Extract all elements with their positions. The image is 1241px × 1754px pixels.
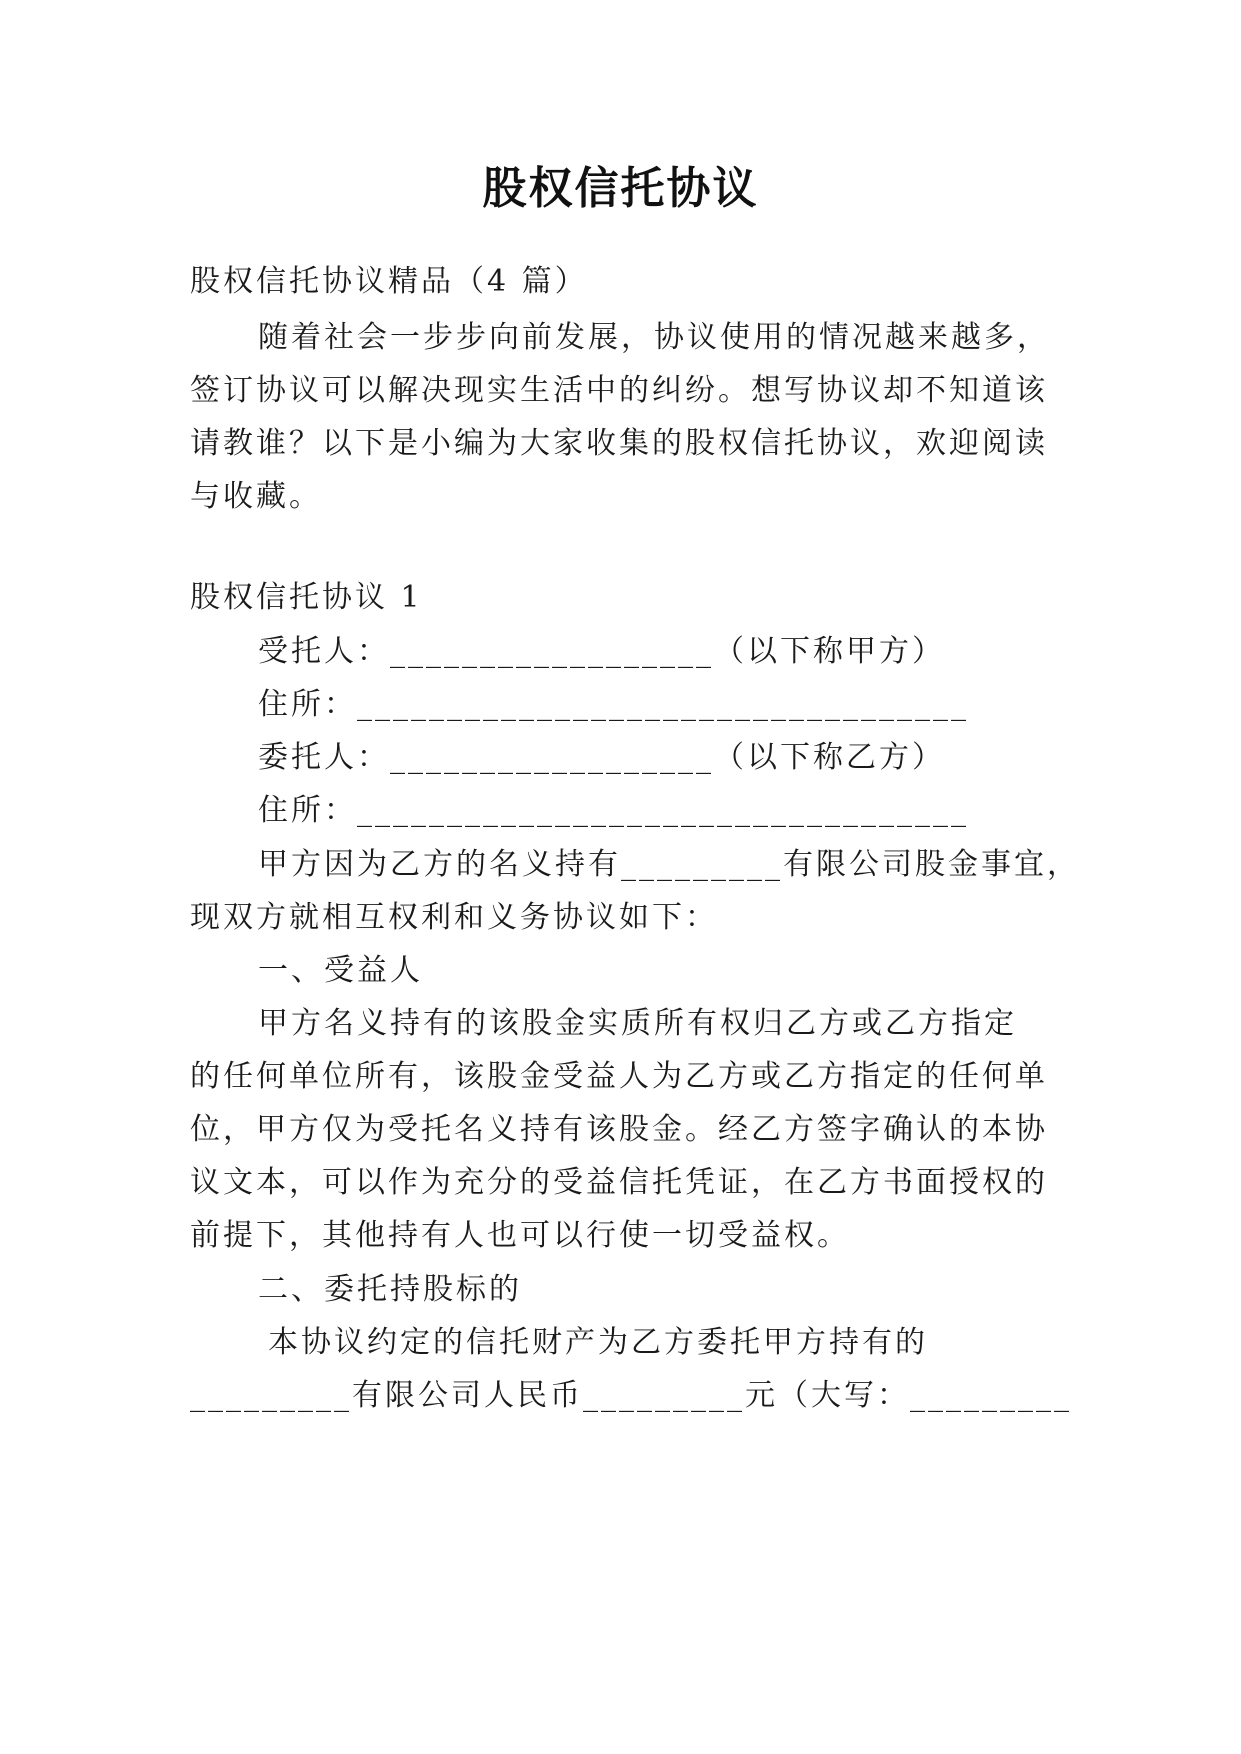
preamble-line: 甲方因为乙方的名义持有_________有限公司股金事宜，	[258, 847, 1080, 882]
trustee-field: 受托人：__________________（以下称甲方）	[258, 634, 945, 669]
clause-body-line: 议文本，可以作为充分的受益信托凭证，在乙方书面授权的	[190, 1165, 1048, 1200]
intro-line: 签订协议可以解决现实生活中的纠纷。想写协议却不知道该	[190, 373, 1048, 408]
clause-heading: 二、委托持股标的	[258, 1272, 522, 1307]
document-subtitle: 股权信托协议精品（4 篇）	[190, 264, 588, 299]
trustor-address-field: 住所：__________________________________	[258, 793, 969, 828]
clause-heading: 一、受益人	[258, 953, 423, 988]
intro-line: 与收藏。	[190, 479, 322, 514]
clause-body-line: 前提下，其他持有人也可以行使一切受益权。	[190, 1218, 850, 1253]
clause-body-line: 位，甲方仅为受托名义持有该股金。经乙方签字确认的本协	[190, 1112, 1048, 1147]
intro-line: 随着社会一步步向前发展，协议使用的情况越来越多，	[258, 320, 1050, 355]
clause-body-line: 甲方名义持有的该股金实质所有权归乙方或乙方指定	[258, 1006, 1017, 1041]
document-title: 股权信托协议	[482, 163, 759, 214]
intro-line: 请教谁？以下是小编为大家收集的股权信托协议，欢迎阅读	[190, 426, 1048, 461]
clause-body-line: _________有限公司人民币_________元（大写：_________	[190, 1378, 1072, 1413]
trustor-field: 委托人：__________________（以下称乙方）	[258, 740, 945, 775]
section-heading: 股权信托协议 1	[190, 580, 423, 615]
clause-body-line: 的任何单位所有，该股金受益人为乙方或乙方指定的任何单	[190, 1059, 1048, 1094]
preamble-line: 现双方就相互权利和义务协议如下：	[190, 900, 718, 935]
clause-body-line: 本协议约定的信托财产为乙方委托甲方持有的	[268, 1325, 928, 1360]
trustee-address-field: 住所：__________________________________	[258, 687, 969, 722]
